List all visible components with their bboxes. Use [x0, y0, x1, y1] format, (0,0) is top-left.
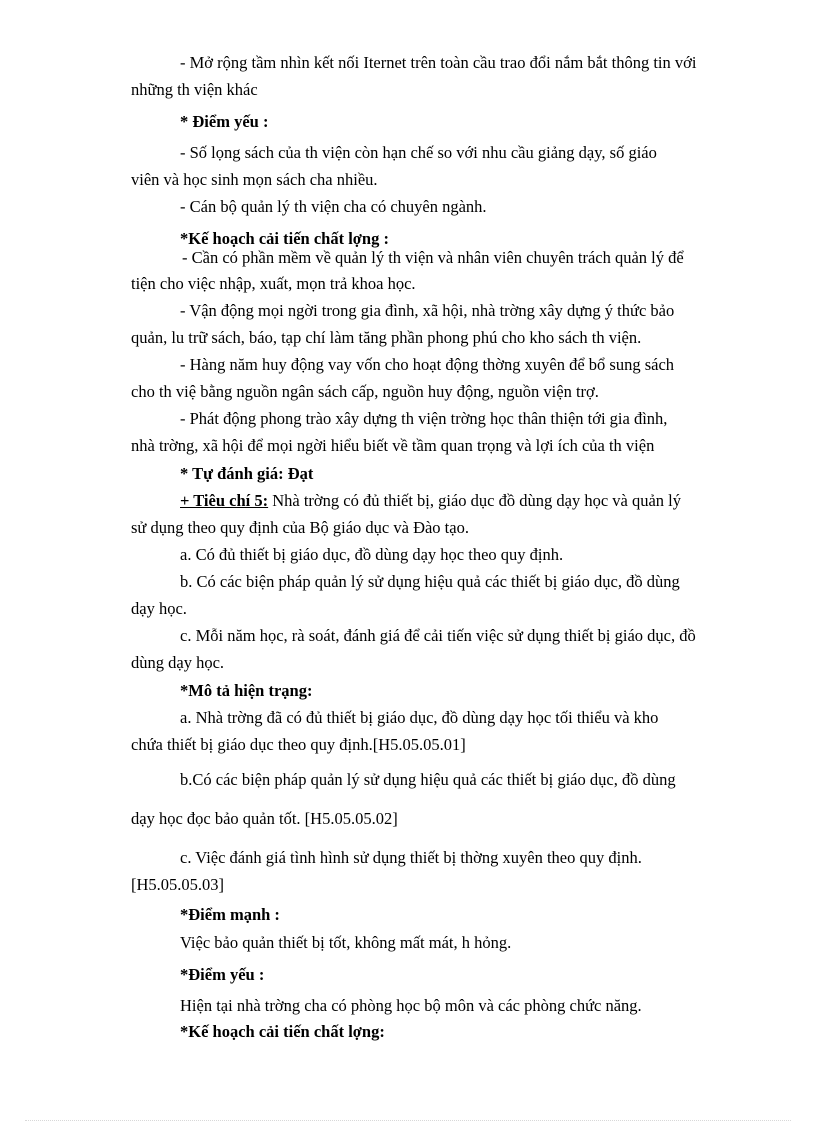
criterion-line [180, 488, 681, 514]
page-bottom-rule [25, 1120, 791, 1121]
paragraph-line: a. Có đủ thiết bị giáo dục, đồ dùng dạy học theo quy định. [180, 545, 564, 564]
paragraph-line: b. Có các biện pháp quản lý sử dụng hiệu quả các thiết bị giáo dục, đồ dùng [180, 572, 680, 591]
heading-weakness-2: *Điểm yếu : [180, 965, 265, 984]
paragraph-line: dạy học đọc bảo quản tốt. [H5.05.05.02] [131, 809, 398, 828]
paragraph-line: - Cần có phần mềm về quản lý th viện và nhân viên chuyên trách quản lý để [182, 248, 684, 267]
paragraph-line: c. Việc đánh giá tình hình sử dụng thiết bị thờng xuyên theo quy định. [180, 848, 642, 867]
heading-improvement-plan-2: *Kế hoạch cải tiến chất lợng: [180, 1022, 385, 1041]
paragraph-line: dùng dạy học. [131, 653, 225, 672]
heading-current-state: *Mô tả hiện trạng: [180, 681, 313, 700]
heading-weakness: * Điểm yếu : [180, 112, 269, 131]
paragraph-line: sử dụng theo quy định của Bộ giáo dục và Đào tạo. [131, 518, 469, 537]
paragraph-line: - Cán bộ quản lý th viện cha có chuyên ngành. [180, 197, 487, 216]
paragraph-line: Hiện tại nhà trờng cha có phòng học bộ môn và các phòng chức năng. [180, 996, 642, 1015]
paragraph-line: chứa thiết bị giáo dục theo quy định.[H5.05.05.01] [131, 735, 466, 754]
criterion-text: Nhà trờng có đủ thiết bị, giáo dục đồ dùng dạy học và quản lý [268, 491, 681, 510]
heading-self-evaluation: * Tự đánh giá: Đạt [180, 464, 314, 483]
paragraph-line: - Vận động mọi ngời trong gia đình, xã hội, nhà trờng xây dựng ý thức bảo [180, 301, 675, 320]
paragraph-line: - Hàng năm huy động vay vốn cho hoạt động thờng xuyên để bổ sung sách [180, 355, 675, 374]
paragraph-line: quản, lu trữ sách, báo, tạp chí làm tăng phần phong phú cho kho sách th viện. [131, 328, 642, 347]
paragraph-line: tiện cho việc nhập, xuất, mọn trả khoa học. [131, 274, 416, 293]
paragraph-line: a. Nhà trờng đã có đủ thiết bị giáo dục, đồ dùng dạy học tối thiểu và kho [180, 708, 659, 727]
heading-strengths: *Điểm mạnh : [180, 905, 280, 924]
heading-improvement-plan: *Kế hoạch cải tiến chất lợng : [180, 229, 389, 248]
paragraph-line: những th viện khác [131, 80, 258, 99]
paragraph-line: - Mở rộng tầm nhìn kết nối Iternet trên toàn cầu trao đổi nắm bắt thông tin với [180, 53, 697, 72]
paragraph-line: viên và học sinh mọn sách cha nhiều. [131, 170, 378, 189]
paragraph-line: c. Mỗi năm học, rà soát, đánh giá để cải tiến việc sử dụng thiết bị giáo dục, đồ [180, 626, 696, 645]
paragraph-line: Việc bảo quản thiết bị tốt, không mất mát, h hỏng. [180, 933, 512, 952]
paragraph-line: - Số lọng sách của th viện còn hạn chế so với nhu cầu giảng dạy, số giáo [180, 143, 657, 162]
paragraph-line: - Phát động phong trào xây dựng th viện trờng học thân thiện tới gia đình, [180, 409, 668, 428]
paragraph-line: dạy học. [131, 599, 187, 618]
paragraph-line: nhà trờng, xã hội để mọi ngời hiểu biết về tầm quan trọng và lợi ích của th viện [131, 436, 655, 455]
paragraph-line: [H5.05.05.03] [131, 875, 225, 894]
paragraph-line: b.Có các biện pháp quản lý sử dụng hiệu quả các thiết bị giáo dục, đồ dùng [180, 770, 676, 789]
paragraph-line: cho th việ bằng nguồn ngân sách cấp, nguồn huy động, nguồn viện trợ. [131, 382, 599, 401]
criterion-label: + Tiêu chí 5: [180, 491, 269, 510]
